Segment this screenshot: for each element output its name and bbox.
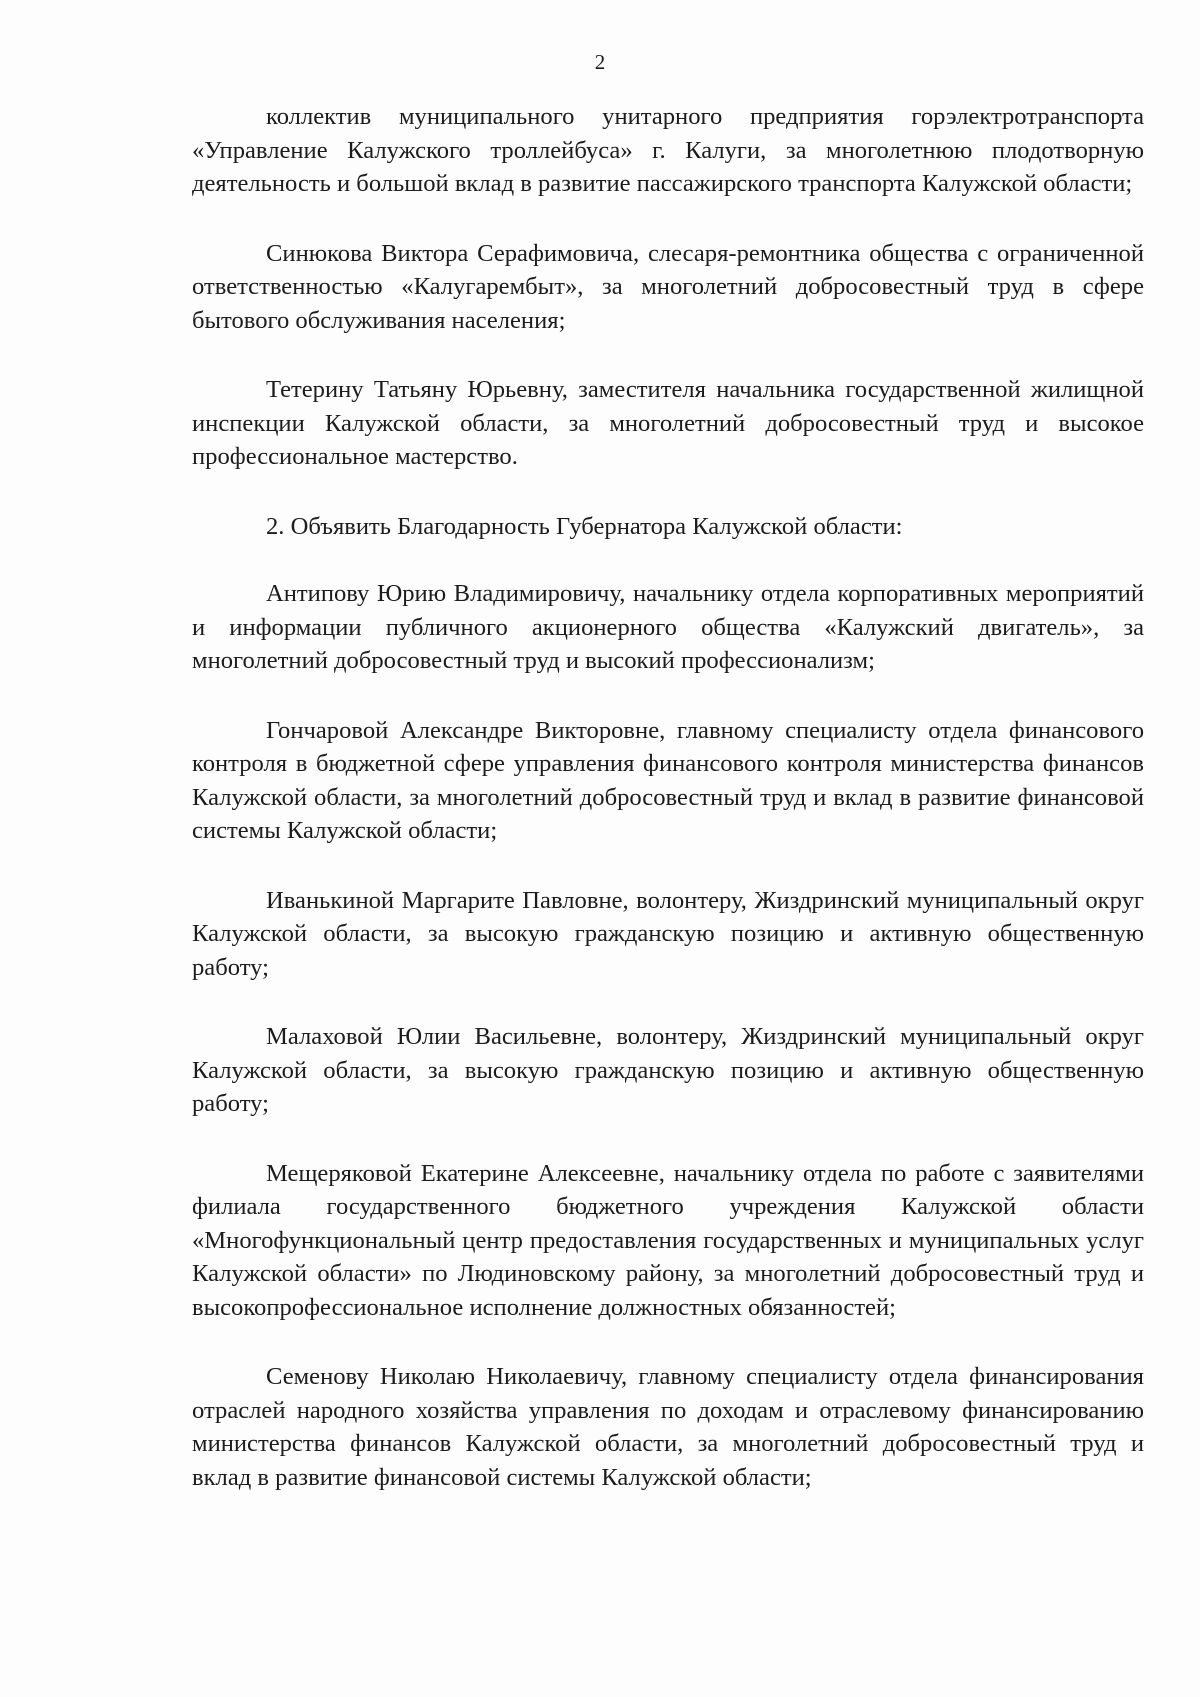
paragraph-antipov: Антипову Юрию Владимировичу, начальнику отдела корпоративных мероприятий и информации публичного акционерного общества «Калужский двигатель», за многолетний добросовестный труд и высокий профессионализм; <box>192 580 1144 674</box>
paragraph-meshcheryakova: Мещеряковой Екатерине Алексеевне, начальнику отдела по работе с заявителями филиала государственного бюджетного учреждения Калужской области «Многофункциональный центр предоставления государственных и муниципальных услуг Калужской области» по Людиновскому району, за многолетний добросовестный труд и высокопрофессиональное исполнение должностных обязанностей; <box>192 1159 1144 1321</box>
paragraph-teterina: Тетерину Татьяну Юрьевну, заместителя начальника государственной жилищной инспекции Калужской области, за многолетний добросовестный труд и высокое профессиональное мастерство. <box>192 376 1144 470</box>
paragraph-ivankina: Иванькиной Маргарите Павловне, волонтеру, Жиздринский муниципальный округ Калужской области, за высокую гражданскую позицию и активную общественную работу; <box>192 886 1144 981</box>
paragraph-trolleybus-collective: коллектив муниципального унитарного предприятия горэлектротранспорта «Управление Калужского троллейбуса» г. Калуги, за многолетнюю плодотворную деятельность и большой вклад в развитие пассажирского транспорта Калужской области; <box>192 103 1144 197</box>
paragraph-sinyukov: Синюкова Виктора Серафимовича, слесаря-ремонтника общества с ограниченной ответственностью «Калугарембыт», за многолетний добросовестный труд в сфере бытового обслуживания населения; <box>192 239 1144 334</box>
document-body <box>192 100 1144 1494</box>
paragraph-goncharova: Гончаровой Александре Викторовне, главному специалисту отдела финансового контроля в бюджетной сфере управления финансового контроля министерства финансов Калужской области, за многолетний добросовестный труд и вклад в развитие финансовой системы Калужской области; <box>192 716 1144 844</box>
paragraph-semenov: Семенову Николаю Николаевичу, главному специалисту отдела финансирования отраслей народного хозяйства управления по доходам и отраслевому финансированию министерства финансов Калужской области, за многолетний добросовестный труд и вклад в развитие финансовой системы Калужской области; <box>192 1363 1144 1491</box>
section-heading-gratitude: 2. Объявить Благодарность Губернатора Калужской области: <box>266 512 903 540</box>
paragraph-malakhova: Малаховой Юлии Васильевне, волонтеру, Жиздринский муниципальный округ Калужской области, за высокую гражданскую позицию и активную общественную работу; <box>192 1023 1144 1117</box>
page-number: 2 <box>594 50 606 74</box>
